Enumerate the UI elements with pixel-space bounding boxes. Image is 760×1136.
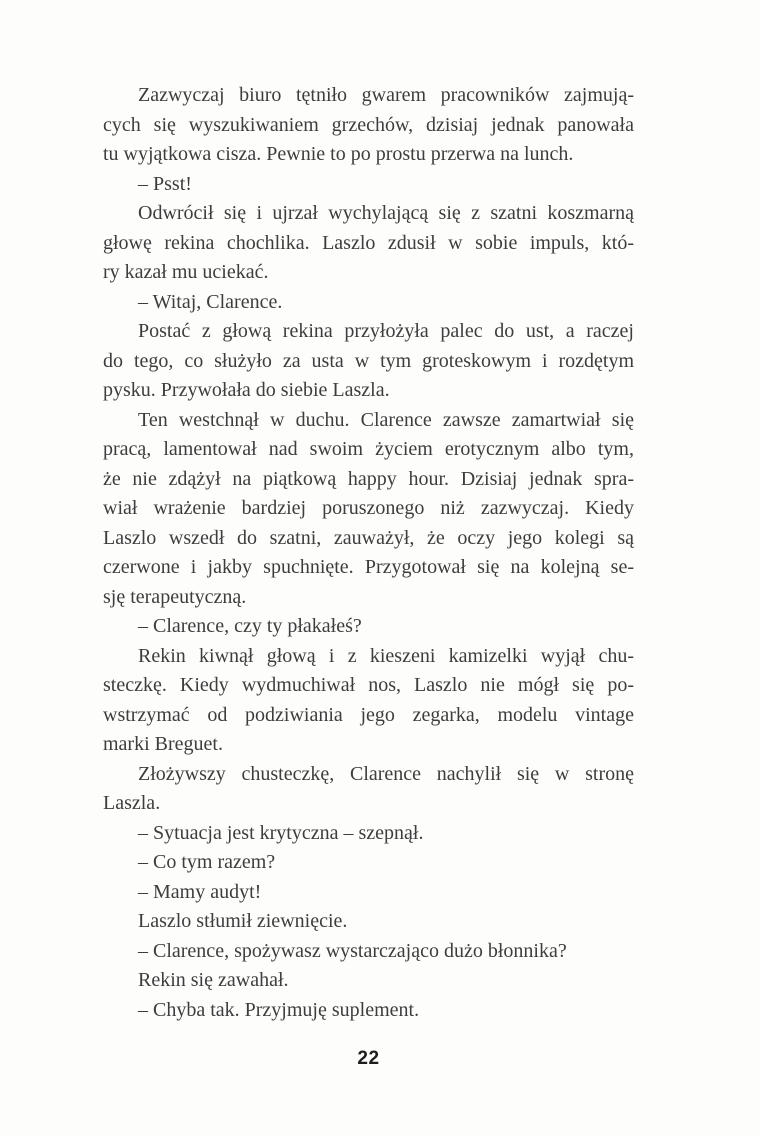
paragraph — [103, 848, 634, 878]
text-line: wiał wrażenie bardziej poruszonego niż zazwyczaj. Kiedy — [103, 497, 634, 519]
paragraph — [103, 406, 634, 613]
text-line: – Witaj, Clarence. — [138, 290, 283, 313]
text-line: cych się wyszukiwaniem grzechów, dzisiaj jednak panowała — [103, 113, 634, 136]
text-line: czerwone i jakby spuchnięte. Przygotował się na kolejną se- — [103, 556, 634, 578]
paragraph — [103, 996, 634, 1026]
text-line: pracą, lamentował nad swoim życiem erotycznym albo tym, — [103, 438, 634, 460]
text-line: ry kazał mu uciekać. — [103, 261, 269, 283]
text-line: – Sytuacja jest krytyczna – szepnął. — [138, 821, 424, 844]
paragraph — [103, 760, 634, 819]
text-line: – Clarence, czy ty płakałeś? — [138, 615, 362, 637]
text-line: Odwrócił się i ujrzał wychylającą się z szatni koszmarną — [138, 202, 634, 224]
text-line: marki Breguet. — [103, 733, 223, 755]
text-line: – Chyba tak. Przyjmuję suplement. — [138, 998, 420, 1021]
text-line: wstrzymać od podziwiania jego zegarka, modelu vintage — [103, 703, 634, 726]
text-line: Rekin kiwnął głową i z kieszeni kamizelki wyjął chu- — [138, 644, 634, 667]
paragraph — [103, 819, 634, 849]
text-line: – Psst! — [138, 172, 192, 195]
text-line: – Co tym razem? — [138, 851, 276, 873]
text-line: pysku. Przywołała do siebie Laszla. — [103, 379, 390, 401]
paragraph — [103, 317, 634, 406]
page-text — [103, 81, 634, 1025]
text-line: Laszlo wszedł do szatni, zauważył, że oczy jego kolegi są — [103, 526, 634, 549]
paragraph — [103, 199, 634, 288]
paragraph — [103, 642, 634, 760]
paragraph — [103, 288, 634, 318]
text-line: Złożywszy chusteczkę, Clarence nachylił się w stronę — [138, 762, 634, 785]
paragraph — [103, 937, 634, 967]
text-line: Laszla. — [103, 792, 161, 814]
paragraph — [103, 81, 634, 170]
paragraph — [103, 907, 634, 937]
text-line: – Clarence, spożywasz wystarczająco dużo błonnika? — [138, 939, 567, 962]
page-number: 22 — [357, 1048, 380, 1069]
text-line: steczkę. Kiedy wydmuchiwał nos, Laszlo nie mógł się po- — [103, 674, 634, 696]
text-line: Postać z głową rekina przyłożyła palec do ust, a raczej — [138, 320, 634, 342]
text-line: że nie zdążył na piątkową happy hour. Dzisiaj jednak spra- — [103, 467, 634, 490]
text-line: do tego, co służyło za usta w tym groteskowym i rozdętym — [103, 349, 634, 372]
text-line: – Mamy audyt! — [138, 880, 262, 903]
text-line: Zazwyczaj biuro tętniło gwarem pracowników zajmują- — [138, 84, 634, 106]
text-line: Laszlo stłumił ziewnięcie. — [138, 910, 348, 932]
text-line: głowę rekina chochlika. Laszlo zdusił w sobie impuls, któ- — [103, 231, 634, 254]
text-line: sję terapeutyczną. — [103, 585, 247, 608]
paragraph — [103, 612, 634, 642]
paragraph — [103, 966, 634, 996]
paragraph — [103, 170, 634, 200]
text-line: Rekin się zawahał. — [138, 969, 289, 991]
text-line: tu wyjątkowa cisza. Pewnie to po prostu przerwa na lunch. — [103, 143, 574, 165]
paragraph — [103, 878, 634, 908]
text-line: Ten westchnął w duchu. Clarence zawsze zamartwiał się — [138, 408, 634, 431]
